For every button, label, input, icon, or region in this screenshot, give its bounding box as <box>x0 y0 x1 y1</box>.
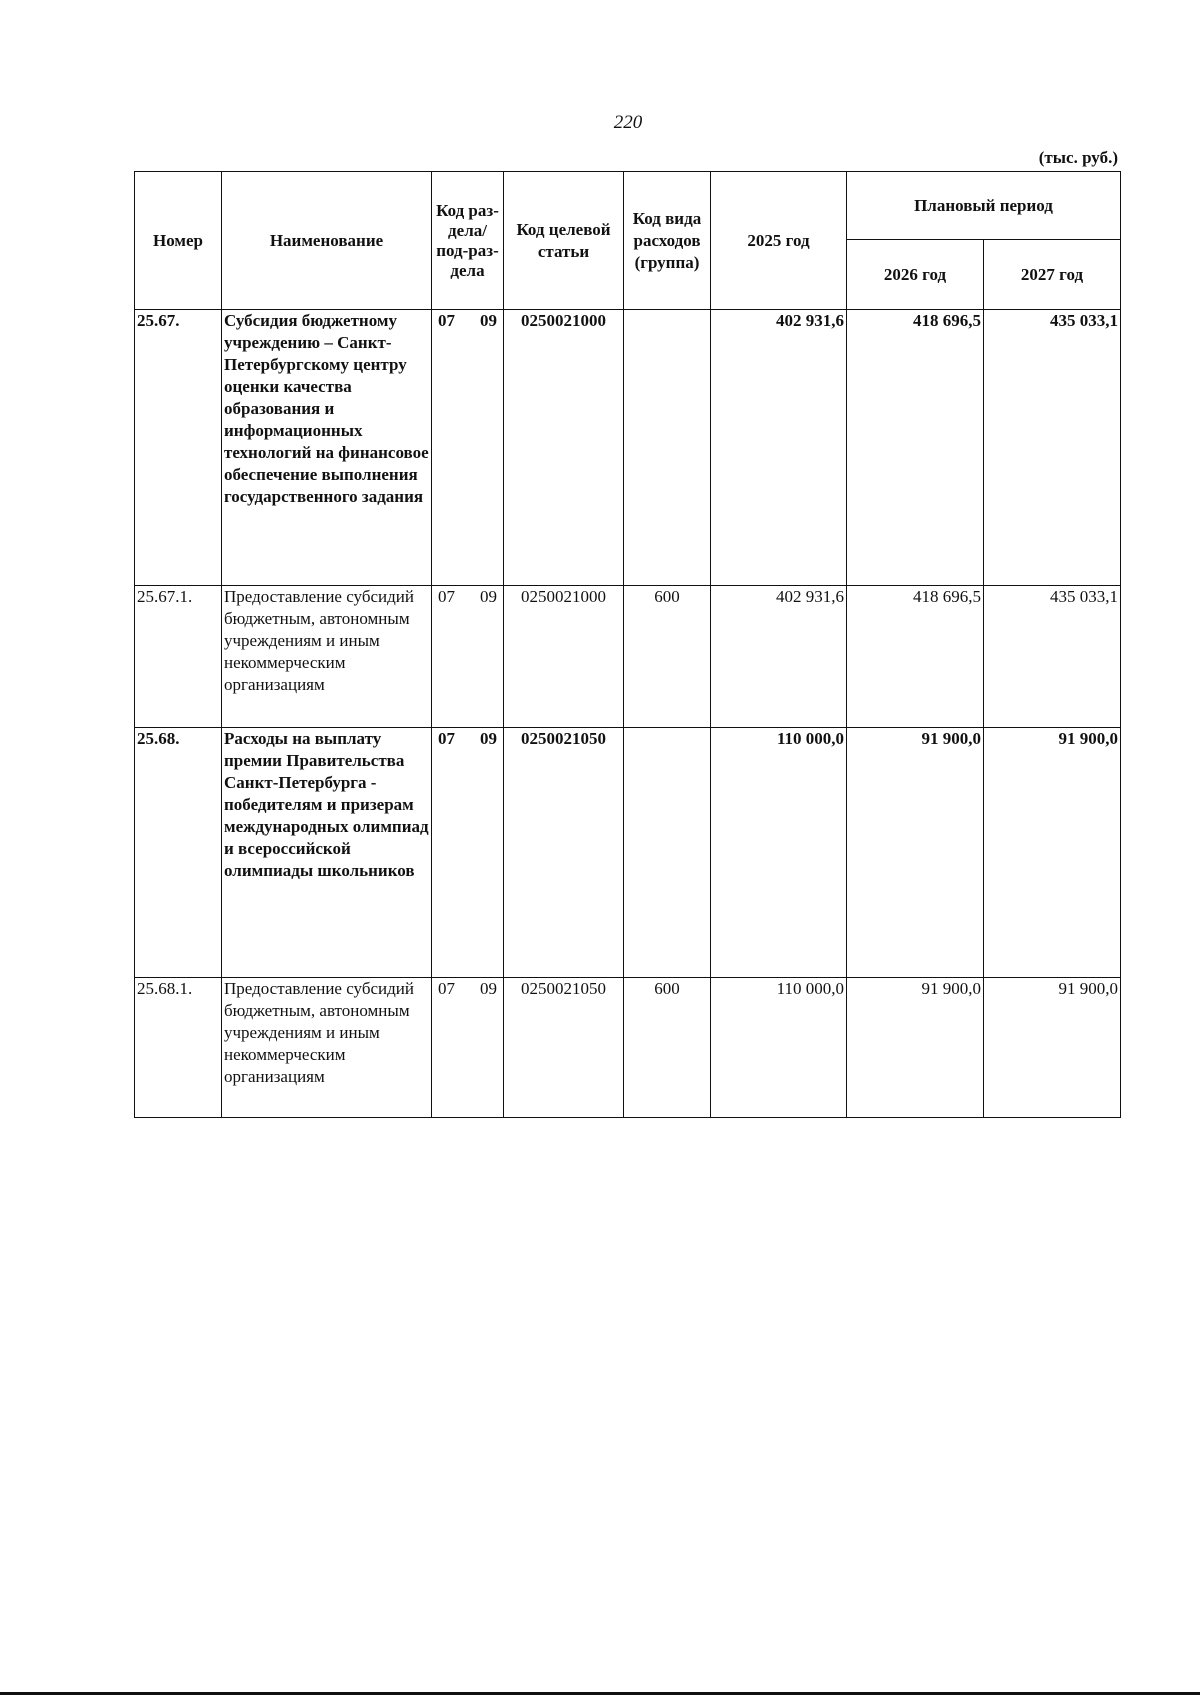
row-target-code: 0250021050 <box>504 978 624 1118</box>
row-target-code: 0250021000 <box>504 310 624 586</box>
header-year-2027: 2027 год <box>984 240 1121 310</box>
row-section-code <box>432 728 504 978</box>
row-expense-type <box>624 728 711 978</box>
header-section-code: Код раз-дела/ под-раз-дела <box>432 172 504 310</box>
row-2026: 418 696,5 <box>847 310 984 586</box>
row-section: 07 <box>438 729 455 748</box>
budget-table <box>134 171 1121 1118</box>
row-name: Предоставление субсидий бюджетным, автономным учреждениям и иным некоммерческим организациям <box>222 586 432 728</box>
row-2027: 435 033,1 <box>984 310 1121 586</box>
row-section-code <box>432 586 504 728</box>
row-subsection: 09 <box>480 311 497 330</box>
row-2025: 402 931,6 <box>711 310 847 586</box>
row-number: 25.67. <box>135 310 222 586</box>
row-expense-type <box>624 310 711 586</box>
row-subsection: 09 <box>480 979 497 998</box>
row-2026: 91 900,0 <box>847 728 984 978</box>
table-row <box>135 310 1121 586</box>
row-target-code: 0250021050 <box>504 728 624 978</box>
row-subsection: 09 <box>480 729 497 748</box>
row-section: 07 <box>438 311 455 330</box>
row-2027: 435 033,1 <box>984 586 1121 728</box>
table-row <box>135 586 1121 728</box>
row-2026: 418 696,5 <box>847 586 984 728</box>
row-number: 25.67.1. <box>135 586 222 728</box>
units-label: (тыс. руб.) <box>1038 148 1118 167</box>
row-expense-type: 600 <box>624 978 711 1118</box>
row-2025: 110 000,0 <box>711 728 847 978</box>
row-section: 07 <box>438 979 455 998</box>
header-expense-type: Код вида расходов (группа) <box>624 172 711 310</box>
row-subsection: 09 <box>480 587 497 606</box>
page-number: 220 <box>613 112 643 133</box>
table-row <box>135 978 1121 1118</box>
row-2025: 402 931,6 <box>711 586 847 728</box>
table-row <box>135 728 1121 978</box>
row-2027: 91 900,0 <box>984 978 1121 1118</box>
header-planning-period: Плановый период <box>847 172 1121 240</box>
row-name: Субсидия бюджетному учреждению – Санкт-Петербургскому центру оценки качества образования и информационных технологий на финансовое обеспечение выполнения государственного задания <box>222 310 432 586</box>
row-name: Предоставление субсидий бюджетным, автономным учреждениям и иным некоммерческим организациям <box>222 978 432 1118</box>
row-2025: 110 000,0 <box>711 978 847 1118</box>
header-year-2026: 2026 год <box>847 240 984 310</box>
row-number: 25.68.1. <box>135 978 222 1118</box>
header-year-2025: 2025 год <box>711 172 847 310</box>
row-section-code <box>432 310 504 586</box>
row-expense-type: 600 <box>624 586 711 728</box>
row-number: 25.68. <box>135 728 222 978</box>
header-number: Номер <box>135 172 222 310</box>
row-name: Расходы на выплату премии Правительства Санкт-Петербурга - победителям и призерам международных олимпиад и всероссийской олимпиады школьников <box>222 728 432 978</box>
row-section-code <box>432 978 504 1118</box>
row-2026: 91 900,0 <box>847 978 984 1118</box>
header-target-code: Код целевой статьи <box>504 172 624 310</box>
row-2027: 91 900,0 <box>984 728 1121 978</box>
row-target-code: 0250021000 <box>504 586 624 728</box>
header-name: Наименование <box>222 172 432 310</box>
row-section: 07 <box>438 587 455 606</box>
